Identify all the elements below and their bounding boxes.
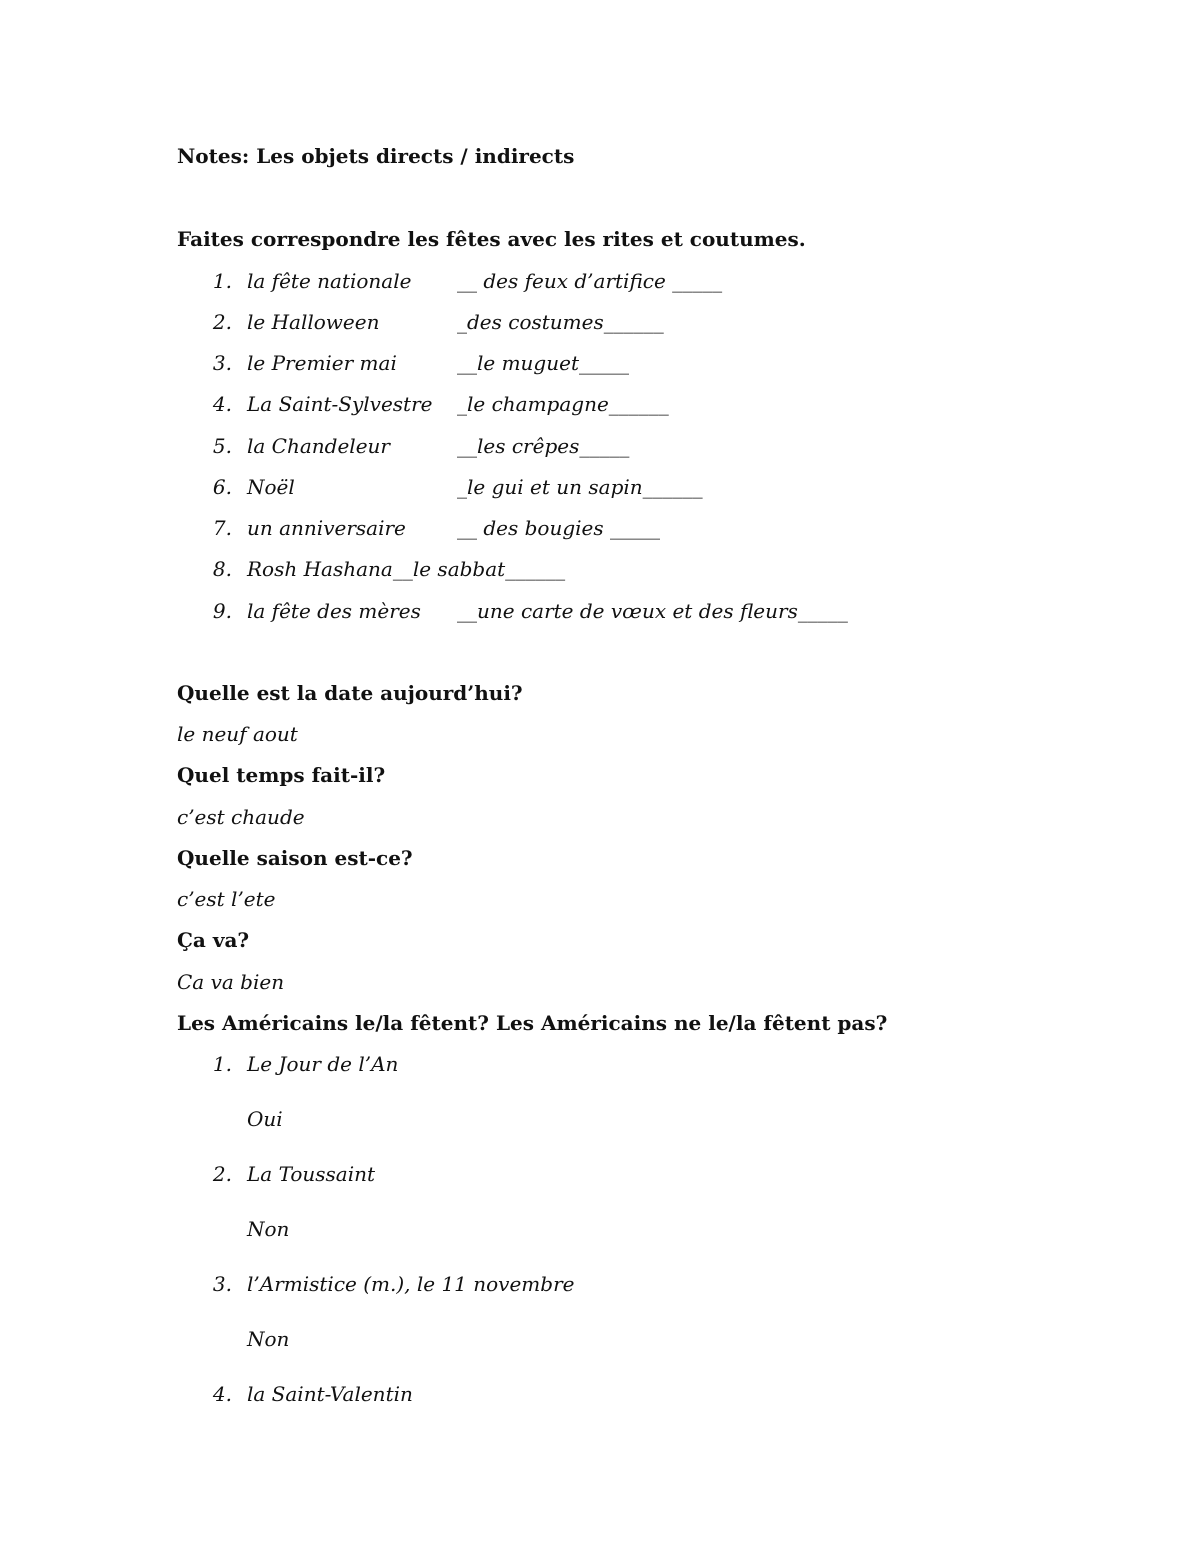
fete-name: la Saint-Valentin [247, 1382, 413, 1406]
list-number: 2. [212, 1162, 232, 1186]
answer: le neuf aout [177, 722, 298, 746]
question: Quelle saison est-ce? [177, 846, 413, 870]
fete-name: l’Armistice (m.), le 11 novembre [247, 1272, 575, 1296]
list-number: 4. [212, 1382, 232, 1406]
list-number: 9. [212, 599, 232, 623]
fete-name: un anniversaire [247, 516, 406, 540]
fete-name: Rosh Hashana__le sabbat______ [247, 557, 566, 581]
rite-blank: __les crêpes_____ [457, 434, 630, 458]
fete-name: la Chandeleur [247, 434, 390, 458]
list-number: 8. [212, 557, 232, 581]
list-number: 5. [212, 434, 232, 458]
list-number: 6. [212, 475, 232, 499]
fete-name: la fête nationale [247, 269, 412, 293]
fete-name: la fête des mères [247, 599, 421, 623]
rite-blank: __une carte de vœux et des fleurs_____ [457, 599, 848, 623]
list-answer: Oui [247, 1107, 283, 1131]
rite-blank: __ des feux d’artifice _____ [457, 269, 723, 293]
list-answer: Non [247, 1217, 290, 1241]
fete-name: Le Jour de l’An [247, 1052, 399, 1076]
rite-blank: _des costumes______ [457, 310, 664, 334]
fete-name: La Toussaint [247, 1162, 376, 1186]
rite-blank: __ des bougies _____ [457, 516, 660, 540]
question: Quelle est la date aujourd’hui? [177, 681, 523, 705]
list-answer: Non [247, 1327, 290, 1351]
fete-name: La Saint-Sylvestre [247, 392, 433, 416]
page-title: Notes: Les objets directs / indirects [177, 144, 575, 168]
fete-name: Noël [247, 475, 295, 499]
list-number: 3. [212, 1272, 232, 1296]
question: Ça va? [177, 928, 250, 952]
list-number: 4. [212, 392, 232, 416]
answer: c’est chaude [177, 805, 305, 829]
list-number: 3. [212, 351, 232, 375]
list-number: 2. [212, 310, 232, 334]
americans-heading: Les Américains le/la fêtent? Les Américains ne le/la fêtent pas? [177, 1011, 888, 1035]
answer: Ca va bien [177, 970, 285, 994]
rite-blank: _le gui et un sapin______ [457, 475, 703, 499]
fete-name: le Halloween [247, 310, 380, 334]
rite-blank: __le muguet_____ [457, 351, 629, 375]
list-number: 1. [212, 269, 232, 293]
question: Quel temps fait-il? [177, 763, 386, 787]
answer: c’est l’ete [177, 887, 276, 911]
rite-blank: _le champagne______ [457, 392, 669, 416]
fete-name: le Premier mai [247, 351, 397, 375]
matching-heading: Faites correspondre les fêtes avec les rites et coutumes. [177, 227, 806, 251]
list-number: 1. [212, 1052, 232, 1076]
list-number: 7. [212, 516, 232, 540]
